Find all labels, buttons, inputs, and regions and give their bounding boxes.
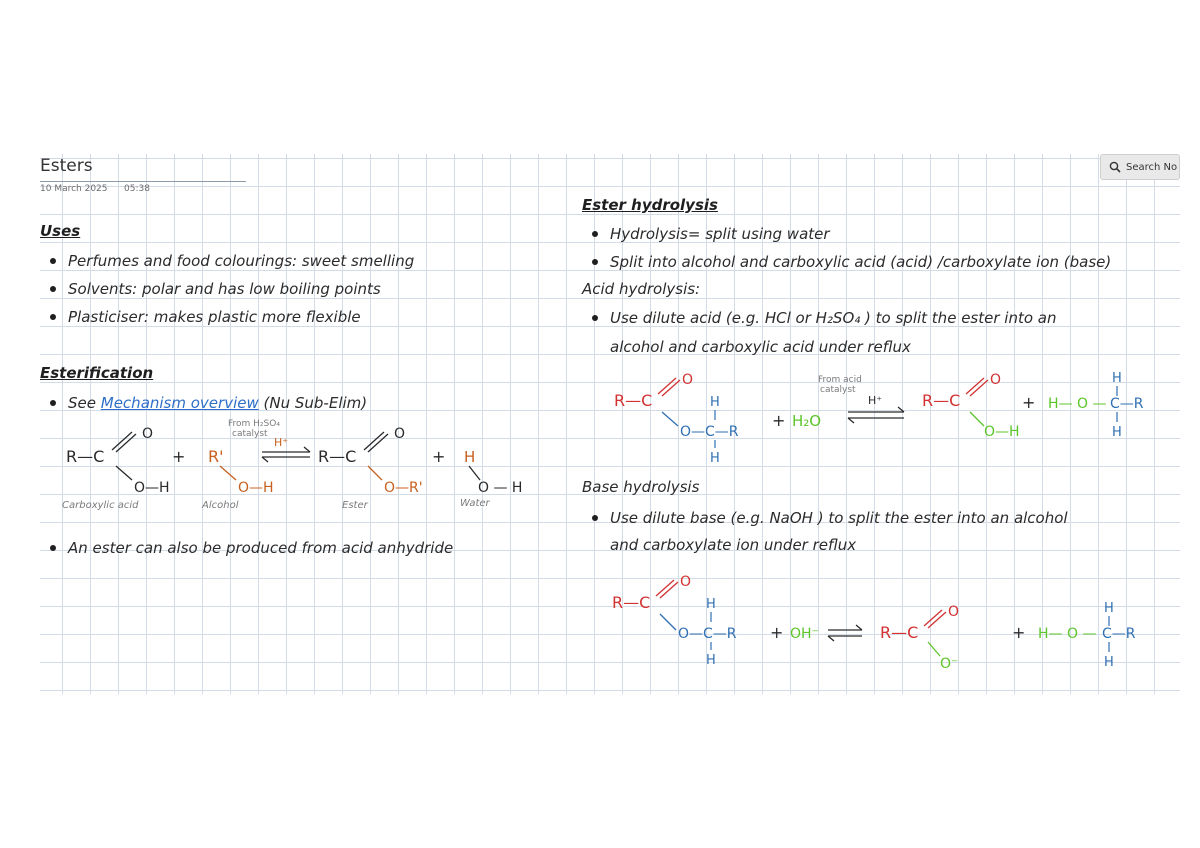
label-alcohol: Alcohol (202, 500, 239, 511)
ester-o-text: O (394, 426, 406, 442)
list-item (68, 389, 367, 417)
ester-r-text: R—C (612, 593, 651, 612)
ester-or-text: O—R' (384, 480, 423, 496)
search-icon (1109, 161, 1121, 173)
hydrolysis-heading: Ester hydrolysis (582, 196, 718, 214)
alcohol-oh-text: O—H (238, 480, 274, 496)
mechanism-overview-link[interactable]: Mechanism overview (100, 394, 259, 412)
base-hydrolysis-heading: Base hydrolysis (582, 478, 700, 496)
list-item: Use dilute acid (e.g. HCl or H₂SO₄ ) to split the ester into an (610, 304, 1056, 332)
uses-list (42, 247, 414, 331)
plus-sign: + (1012, 623, 1026, 642)
esterification-equation (60, 416, 560, 516)
water-h-text: H (464, 448, 476, 466)
methanol-h-top: H (1112, 371, 1122, 386)
see-prefix: See (68, 394, 96, 412)
esterification-list (42, 389, 367, 417)
plus-sign: + (432, 447, 446, 466)
base-hydrolysis-list (584, 504, 1068, 532)
base-hydrolysis-line2: and carboxylate ion under reflux (610, 536, 857, 554)
methanol-cr-text: C—R (1110, 396, 1144, 412)
methanol-h-bottom: H (1104, 655, 1114, 670)
carboxylate-r-text: R—C (880, 623, 919, 642)
ester-ocr-text: O—C—R (680, 424, 739, 440)
acid-r-text: R—C (922, 391, 961, 410)
plus-sign: + (770, 623, 784, 642)
acid-oh-text: O—H (134, 480, 170, 496)
page-title: Esters (40, 156, 93, 176)
methanol-ho-text: H— O — (1048, 396, 1107, 412)
search-label: Search No (1126, 161, 1178, 173)
label-water: Water (460, 498, 490, 509)
list-item: Perfumes and food colourings: sweet smelling (68, 247, 414, 275)
acid-hydrolysis-line2: alcohol and carboxylic acid under reflux (610, 338, 911, 356)
methyl-h-bottom: H (710, 451, 720, 466)
ester-o-text: O (680, 574, 692, 590)
methanol-ho-text: H— O — (1038, 626, 1097, 642)
list-item: Plasticiser: makes plastic more flexible (68, 303, 414, 331)
carboxylate-o-text: O (948, 604, 960, 620)
acid-o-text: O (142, 426, 154, 442)
plus-sign: + (772, 411, 786, 430)
methanol-h-top: H (1104, 601, 1114, 616)
acid-catalyst-line1: From acid (818, 375, 862, 385)
uses-heading: Uses (40, 222, 81, 240)
ester-r-text: R—C (614, 391, 653, 410)
acid-oh-text: O—H (984, 424, 1020, 440)
methyl-h-top: H (710, 395, 720, 410)
acid-r-text: R—C (66, 447, 105, 466)
ester-ocr-text: O—C—R (678, 626, 737, 642)
catalyst-line2: catalyst (232, 429, 268, 439)
ester-r-text: R—C (318, 447, 357, 466)
notebook-page (40, 154, 1180, 694)
acid-catalyst-line2: catalyst (820, 385, 856, 395)
carboxylate-o-minus: O⁻ (940, 656, 959, 672)
hydroxide-text: OH⁻ (790, 626, 819, 642)
list-item: Use dilute base (e.g. NaOH ) to split the ester into an alcohol (610, 504, 1068, 532)
ester-o-text: O (682, 372, 694, 388)
water-text: H₂O (792, 412, 822, 430)
list-item: An ester can also be produced from acid anhydride (68, 534, 453, 562)
list-item: Split into alcohol and carboxylic acid (acid) /carboxylate ion (base) (610, 248, 1111, 276)
methyl-h-bottom: H (706, 653, 716, 668)
label-ester: Ester (342, 500, 368, 511)
methanol-cr-text: C—R (1102, 626, 1136, 642)
list-item: Hydrolysis= split using water (610, 220, 1111, 248)
alcohol-r-text: R' (208, 447, 224, 466)
title-underline (40, 181, 246, 182)
methyl-h-top: H (706, 597, 716, 612)
search-box[interactable] (1100, 154, 1180, 180)
catalyst-line1: From H₂SO₄ (228, 419, 280, 429)
page-time: 05:38 (124, 184, 150, 194)
list-item: Solvents: polar and has low boiling points (68, 275, 414, 303)
plus-sign: + (172, 447, 186, 466)
acid-hydrolysis-list (584, 304, 1056, 332)
water-oh-text: O — H (478, 480, 523, 496)
acid-hydrolysis-heading: Acid hydrolysis: (582, 280, 701, 298)
esterification-note-list (42, 534, 453, 562)
esterification-heading: Esterification (40, 364, 154, 382)
acid-o-text: O (990, 372, 1002, 388)
base-hydrolysis-equation (610, 568, 1170, 678)
hydrolysis-list (584, 220, 1111, 276)
acid-catalyst-symbol: H⁺ (868, 394, 883, 407)
methanol-h-bottom: H (1112, 425, 1122, 440)
page-date: 10 March 2025 (40, 184, 108, 194)
plus-sign: + (1022, 393, 1036, 412)
label-acid: Carboxylic acid (62, 500, 139, 511)
catalyst-symbol: H⁺ (274, 436, 289, 449)
see-suffix: (Nu Sub-Elim) (263, 394, 368, 412)
acid-hydrolysis-equation (612, 368, 1172, 468)
